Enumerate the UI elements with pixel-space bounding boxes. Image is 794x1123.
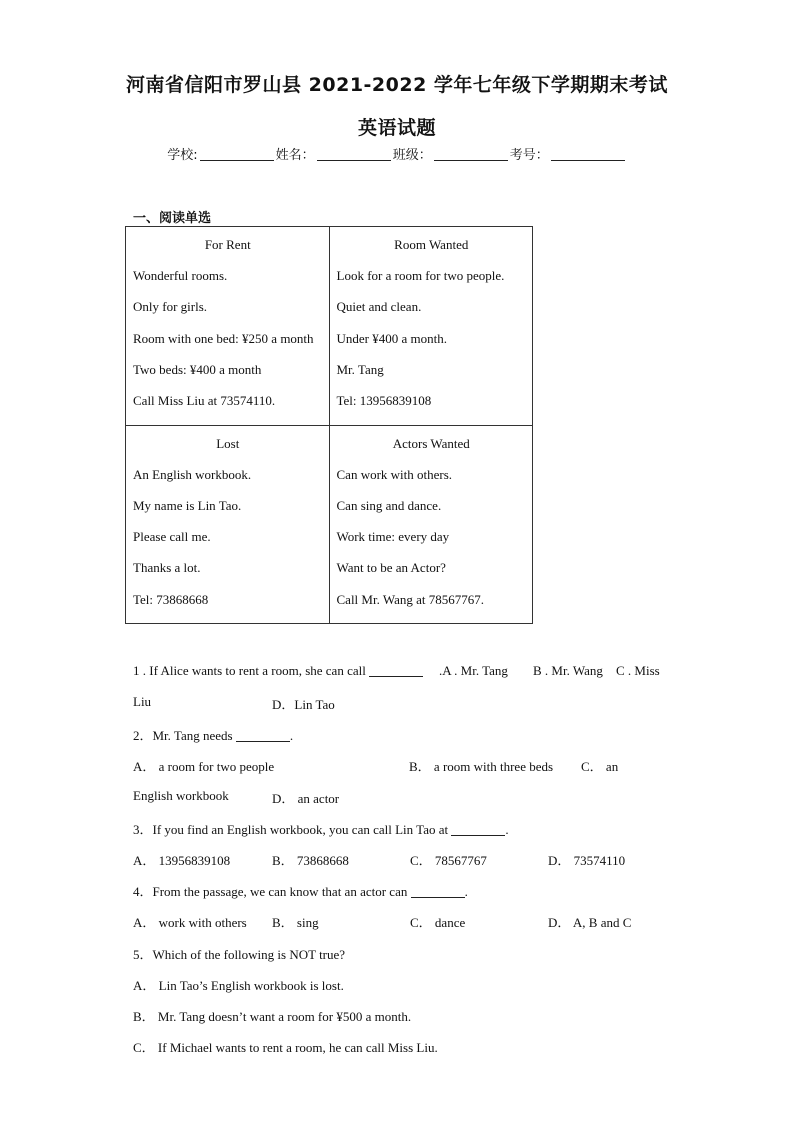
option-a: .A . Mr. Tang — [439, 663, 508, 678]
question-stem: 2．Mr. Tang needs . — [133, 728, 294, 743]
question-stem: 1 . If Alice wants to rent a room, she can call — [133, 663, 423, 679]
notice-line: Mr. Tang — [336, 361, 384, 377]
question-stem: 3．If you find an English workbook, you can call Lin Tao at . — [133, 822, 509, 837]
name-blank — [317, 147, 391, 161]
notice-line: Want to be an Actor? — [336, 560, 446, 576]
page-title: 河南省信阳市罗山县 2021-2022 学年七年级下学期期末考试 — [126, 74, 668, 96]
notices-table — [125, 226, 533, 624]
notice-line: Only for girls. — [133, 299, 208, 315]
answer-blank — [451, 823, 505, 836]
notice-line: Tel: 13956839108 — [336, 393, 432, 409]
notice-for-rent — [126, 227, 330, 426]
notice-line: Can work with others. — [336, 466, 453, 482]
option-c-cont: Liu — [133, 694, 152, 709]
option-c-cont: English workbook — [133, 788, 229, 803]
notice-line: An English workbook. — [133, 466, 252, 482]
notice-line: Call Miss Liu at 73574110. — [133, 393, 276, 409]
option-c: C． an — [581, 759, 619, 774]
notice-line: Room with one bed: ¥250 a month — [133, 330, 314, 346]
class-blank — [434, 147, 508, 161]
question-stem: 5．Which of the following is NOT true? — [133, 947, 346, 962]
notice-room-wanted — [329, 227, 533, 426]
option-b: B． sing — [272, 915, 319, 930]
notice-title: Room Wanted — [394, 237, 469, 252]
notice-line: Can sing and dance. — [336, 497, 442, 513]
notice-line: Two beds: ¥400 a month — [133, 361, 262, 377]
notice-lost — [126, 425, 330, 624]
notice-line: Wonderful rooms. — [133, 268, 228, 283]
section-title: 一、阅读单选 — [133, 211, 212, 226]
school-label: 学校: — [167, 148, 198, 163]
option-b: B． Mr. Tang doesn’t want a room for ¥500 a month. — [133, 1009, 412, 1024]
option-d: D． an actor — [272, 791, 340, 806]
notice-line: Under ¥400 a month. — [336, 330, 447, 346]
number-blank — [551, 147, 625, 161]
page-subtitle: 英语试题 — [357, 117, 436, 139]
option-a: A． 13956839108 — [133, 853, 231, 868]
notice-actors-wanted — [329, 425, 533, 624]
notice-line: Work time: every day — [336, 529, 450, 545]
answer-blank — [411, 885, 465, 898]
notice-line: Look for a room for two people. — [336, 268, 505, 283]
answer-blank — [369, 664, 423, 677]
notice-line: My name is Lin Tao. — [133, 497, 242, 513]
option-c: C． 78567767 — [410, 853, 487, 868]
option-d: D．Lin Tao — [272, 697, 335, 712]
notice-line: Thanks a lot. — [133, 560, 201, 576]
notice-title: Lost — [216, 435, 240, 451]
notice-line: Tel: 73868668 — [133, 591, 209, 607]
student-info-line — [0, 144, 794, 163]
notice-line: Please call me. — [133, 529, 211, 545]
notice-title: Actors Wanted — [392, 435, 470, 451]
option-b: B . Mr. Wang — [533, 663, 603, 678]
question-stem: 4．From the passage, we can know that an actor can . — [133, 884, 468, 899]
answer-blank — [236, 729, 290, 742]
class-label: 班级： — [392, 148, 432, 163]
option-a: A． Lin Tao’s English workbook is lost. — [133, 978, 344, 993]
name-label: 姓名： — [275, 148, 315, 163]
option-c: C． If Michael wants to rent a room, he can call Miss Liu. — [133, 1040, 438, 1055]
number-label: 考号： — [509, 148, 549, 163]
option-c: C． dance — [410, 915, 466, 930]
option-d: D． A, B and C — [548, 915, 632, 930]
option-c: C . Miss — [616, 663, 660, 678]
option-a: A． a room for two people — [133, 759, 275, 774]
option-d: D． 73574110 — [548, 853, 626, 868]
option-b: B． 73868668 — [272, 853, 349, 868]
option-b: B． a room with three beds — [409, 759, 554, 774]
option-a: A． work with others — [133, 915, 247, 930]
notice-line: Call Mr. Wang at 78567767. — [336, 591, 484, 607]
notice-title: For Rent — [204, 237, 251, 252]
school-blank — [200, 147, 274, 161]
notice-line: Quiet and clean. — [336, 299, 422, 315]
